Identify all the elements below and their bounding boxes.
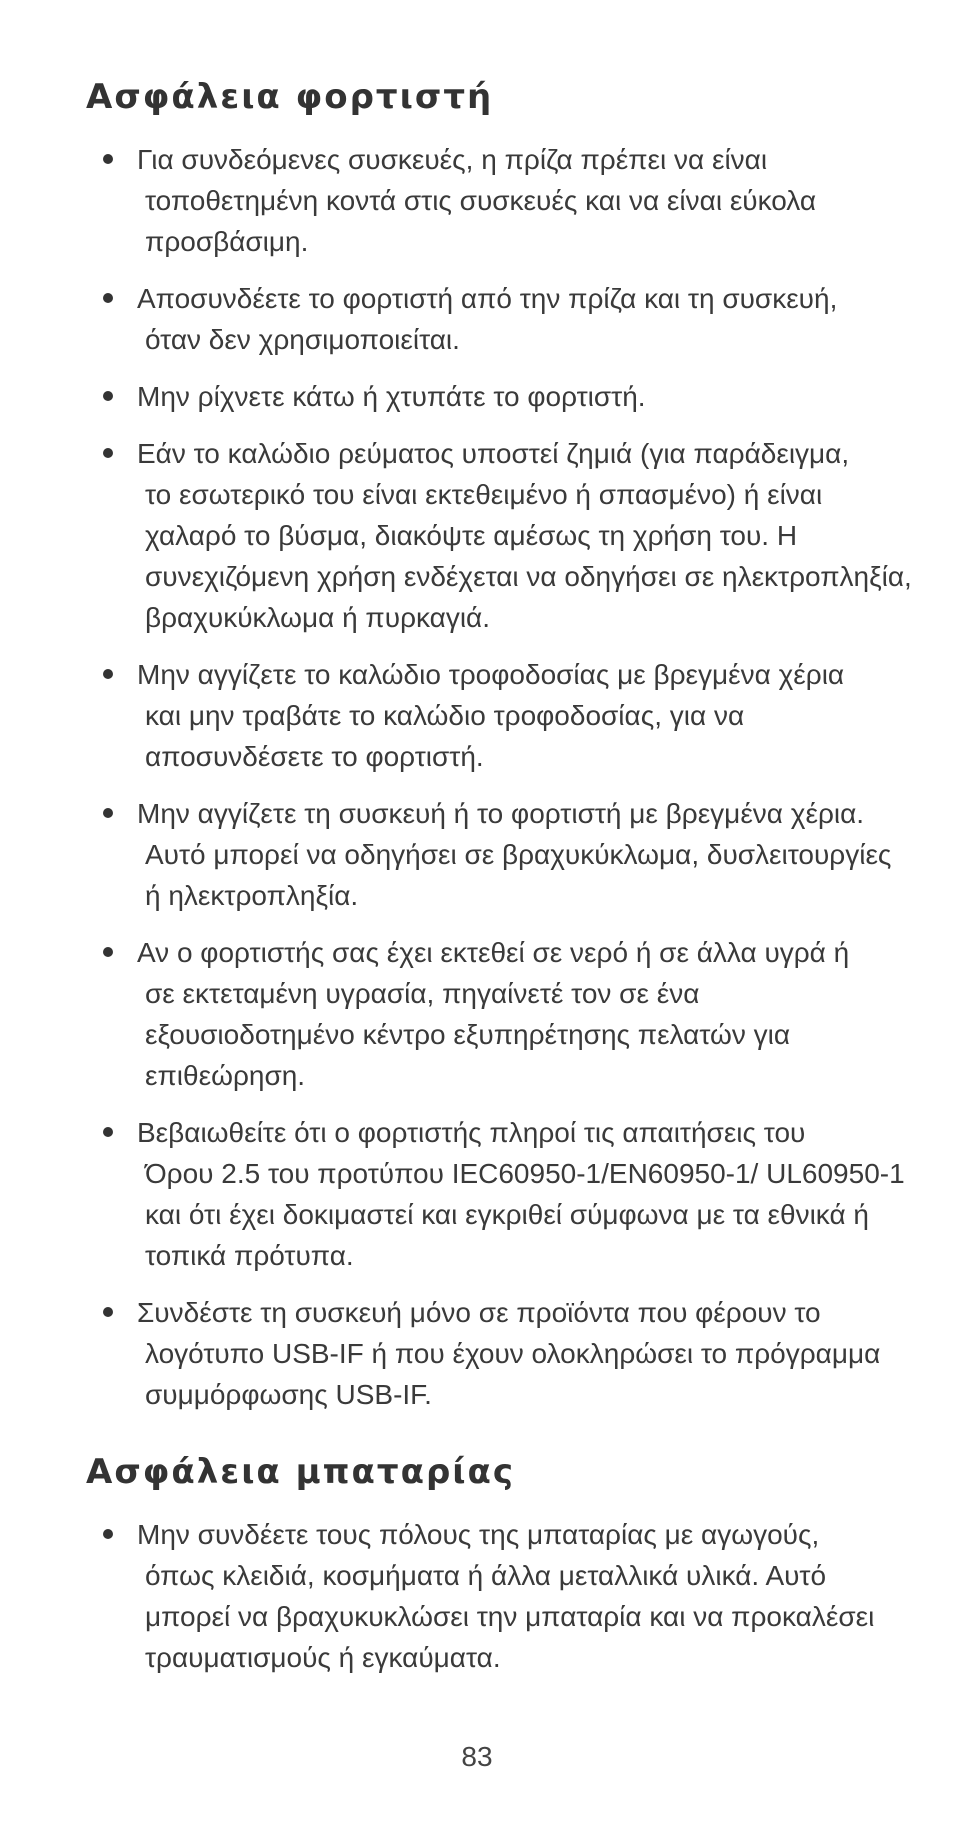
list-item: Εάν το καλώδιο ρεύματος υποστεί ζημιά (για παράδειγμα, το εσωτερικό του είναι εκτεθειμένο ή σπασμένο) ή είναι χαλαρό το βύσμα, διακόψτε αμέσως τη χρήση του. Η συνεχιζόμενη χρήση ενδέχεται να οδηγήσει σε ηλεκτροπληξία, βραχυκύκλωμα ή πυρκαγιά.	[0, 433, 954, 638]
bullet-icon	[103, 808, 113, 818]
list-item: Αν ο φορτιστής σας έχει εκτεθεί σε νερό ή σε άλλα υγρά ή σε εκτεταμένη υγρασία, πηγαίνετέ τον σε ένα εξουσιοδοτημένο κέντρο εξυπηρέτησης πελατών για επιθεώρηση.	[0, 932, 954, 1096]
bullet-icon	[103, 947, 113, 957]
list-item: Συνδέστε τη συσκευή μόνο σε προϊόντα που φέρουν το λογότυπο USB-IF ή που έχουν ολοκληρώσει το πρόγραμμα συμμόρφωσης USB-IF.	[0, 1292, 954, 1415]
list-item: Για συνδεόμενες συσκευές, η πρίζα πρέπει να είναι τοποθετημένη κοντά στις συσκευές και να είναι εύκολα προσβάσιμη.	[0, 139, 954, 262]
section-title-charger-safety: Ασφάλεια φορτιστή	[86, 77, 494, 117]
battery-safety-list	[0, 1514, 954, 1694]
bullet-icon	[103, 1127, 113, 1137]
list-item: Μην αγγίζετε τη συσκευή ή το φορτιστή με βρεγμένα χέρια. Αυτό μπορεί να οδηγήσει σε βραχυκύκλωμα, δυσλειτουργίες ή ηλεκτροπληξία.	[0, 793, 954, 916]
section-title-battery-safety: Ασφάλεια μπαταρίας	[86, 1452, 516, 1492]
charger-safety-list	[0, 139, 954, 1431]
list-item: Μην συνδέετε τους πόλους της μπαταρίας με αγωγούς, όπως κλειδιά, κοσμήματα ή άλλα μεταλλικά υλικά. Αυτό μπορεί να βραχυκυκλώσει την μπαταρία και να προκαλέσει τραυματισμούς ή εγκαύματα.	[0, 1514, 954, 1678]
list-item: Βεβαιωθείτε ότι ο φορτιστής πληροί τις απαιτήσεις του Όρου 2.5 του προτύπου IEC60950-1/EN60950-1/ UL60950-1 και ότι έχει δοκιμαστεί και εγκριθεί σύμφωνα με τα εθνικά ή τοπικά πρότυπα.	[0, 1112, 954, 1276]
list-item: Μην αγγίζετε το καλώδιο τροφοδοσίας με βρεγμένα χέρια και μην τραβάτε το καλώδιο τροφοδοσίας, για να αποσυνδέσετε το φορτιστή.	[0, 654, 954, 777]
bullet-icon	[103, 448, 113, 458]
bullet-icon	[103, 293, 113, 303]
bullet-icon	[103, 669, 113, 679]
bullet-icon	[103, 154, 113, 164]
page-number: 83	[461, 1741, 493, 1772]
bullet-icon	[103, 1529, 113, 1539]
list-item: Αποσυνδέετε το φορτιστή από την πρίζα και τη συσκευή, όταν δεν χρησιμοποιείται.	[0, 278, 954, 360]
bullet-icon	[103, 391, 113, 401]
bullet-icon	[103, 1307, 113, 1317]
list-item: Μην ρίχνετε κάτω ή χτυπάτε το φορτιστή.	[0, 376, 954, 417]
